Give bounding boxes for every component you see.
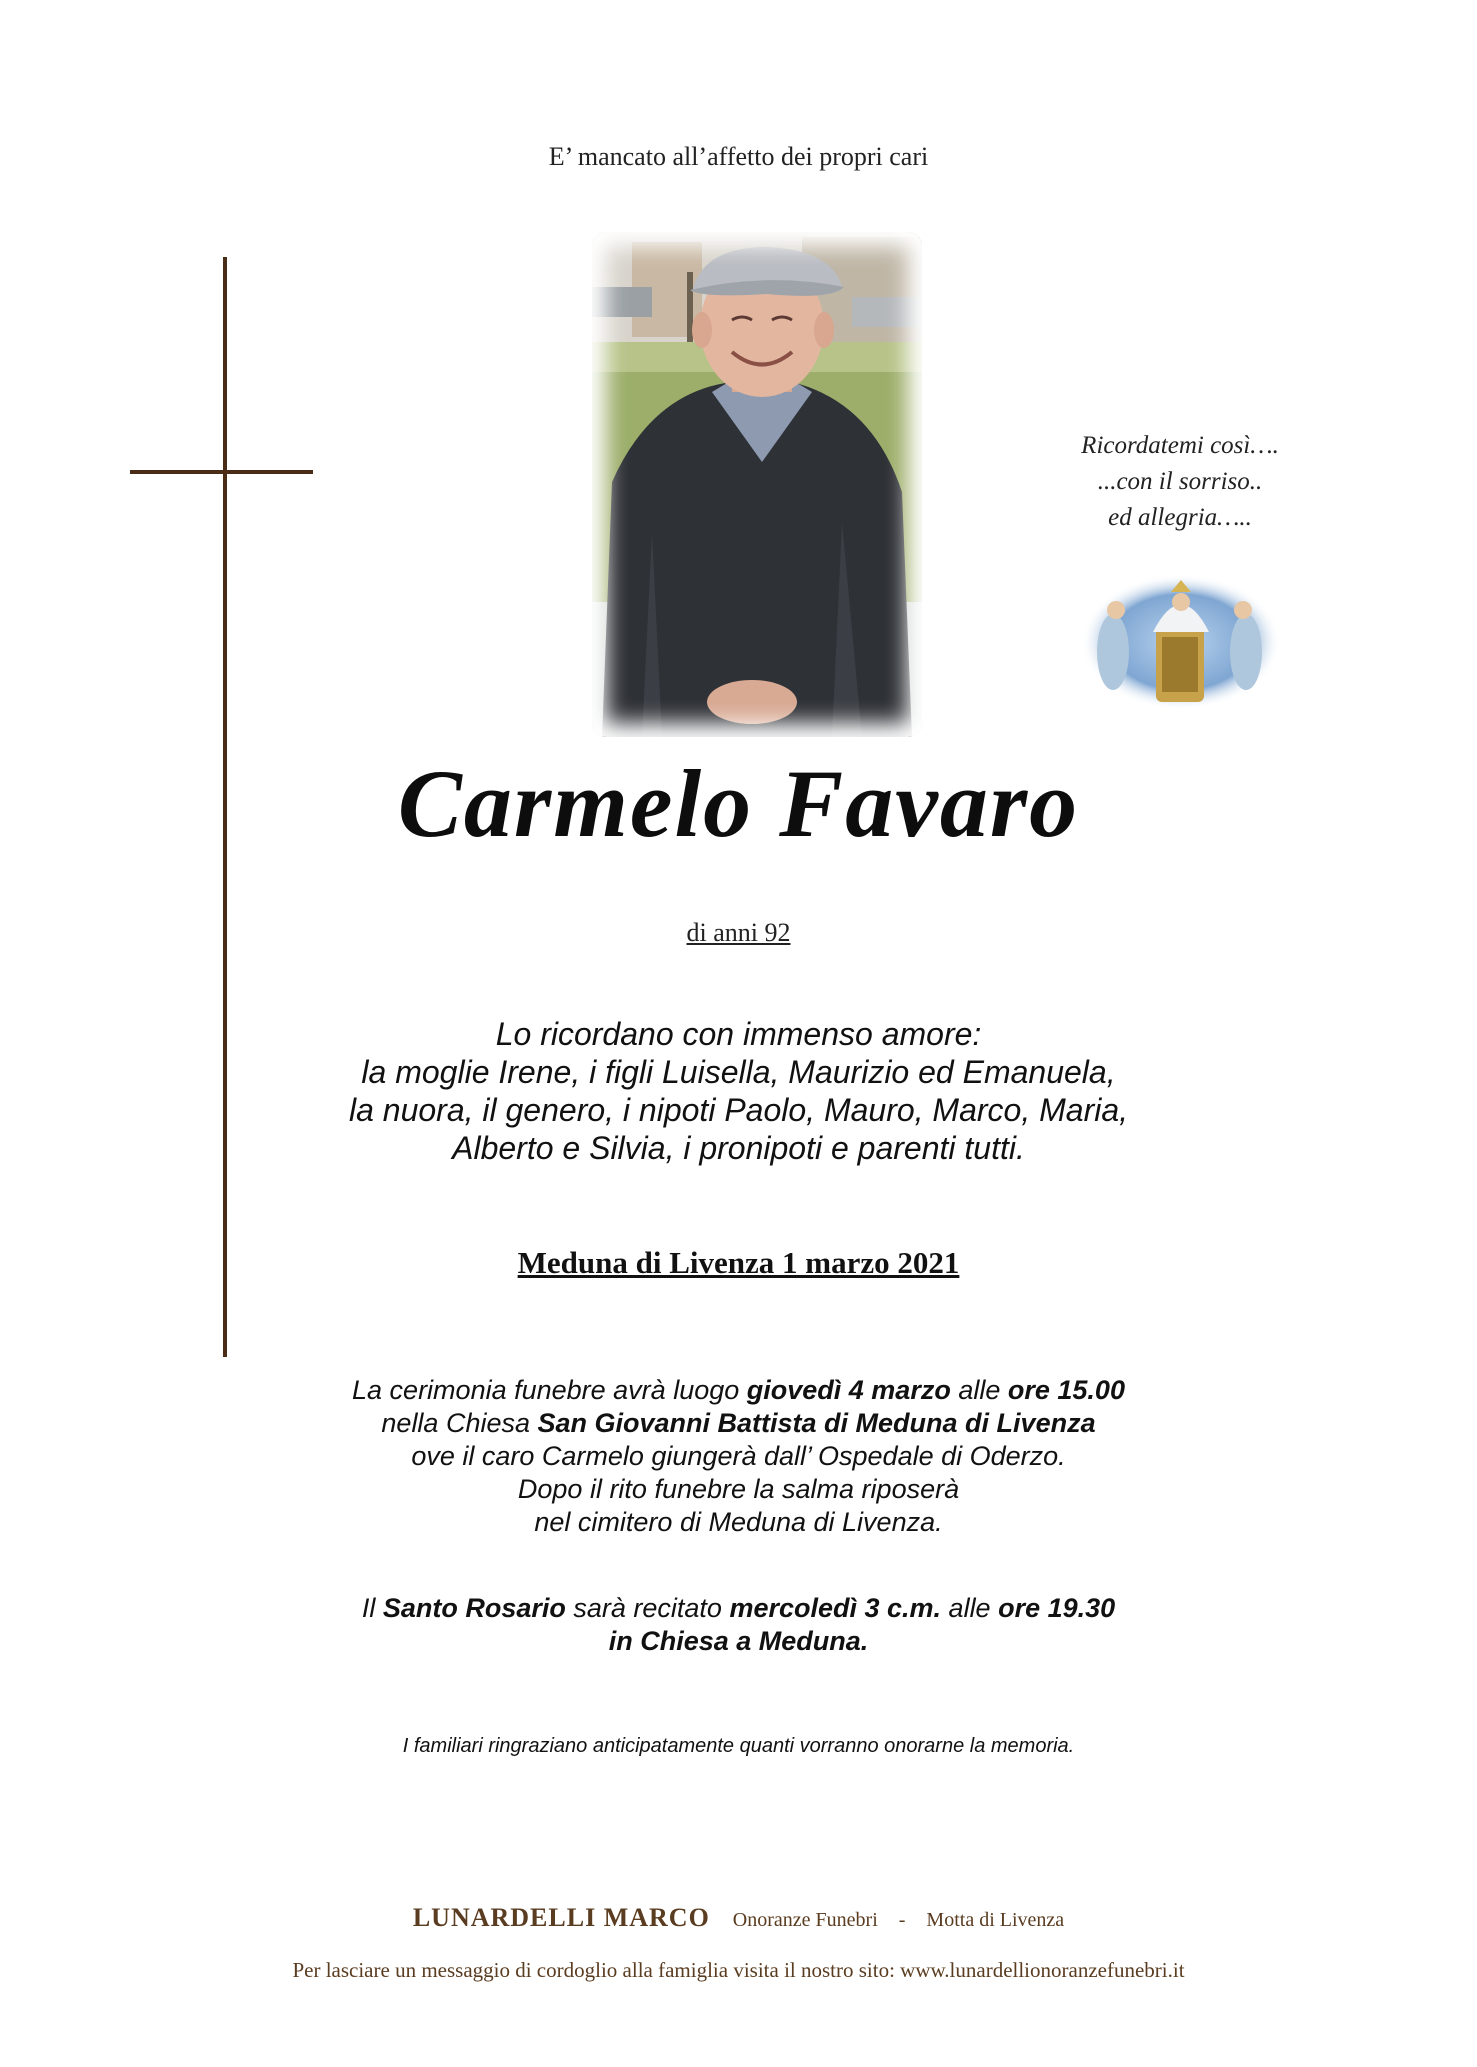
footer-company-name: LUNARDELLI MARCO [412, 1903, 710, 1932]
ceremony-block [0, 1374, 1477, 1539]
date-place-heading: Meduna di Livenza 1 marzo 2021 [517, 1245, 960, 1280]
ceremony-line-2: nella Chiesa San Giovanni Battista di Meduna di Livenza [381, 1408, 1096, 1438]
rosary-line-2: in Chiesa a Meduna. [608, 1626, 869, 1656]
mourners-line-2: la moglie Irene, i figli Luisella, Maurizio ed Emanuela, [361, 1054, 1116, 1090]
mourners-block [0, 1015, 1477, 1167]
age-text: di anni 92 [686, 918, 791, 947]
religious-image [1078, 572, 1284, 712]
deceased-name: Carmelo Favaro [397, 750, 1080, 857]
mourners-line-4: Alberto e Silvia, i pronipoti e parenti tutti. [452, 1130, 1025, 1166]
portrait-photo [592, 232, 922, 737]
mourners-line-3: la nuora, il genero, i nipoti Paolo, Mauro, Marco, Maria, [348, 1092, 1129, 1128]
rosary-line-1: Il Santo Rosario sarà recitato mercoledì 3 c.m. alle ore 19.30 [361, 1593, 1116, 1623]
footer-location: Motta di Livenza [926, 1909, 1065, 1931]
ceremony-line-4: Dopo il rito funebre la salma riposerà [517, 1474, 960, 1504]
quote-block [1020, 428, 1340, 536]
portrait-illustration [592, 232, 922, 737]
ceremony-line-1: La cerimonia funebre avrà luogo giovedì 4 marzo alle ore 15.00 [352, 1375, 1125, 1405]
quote-line-1: Ricordatemi così…. [1081, 432, 1279, 459]
quote-line-2: ...con il sorriso.. [1097, 468, 1263, 495]
thanks-text: I familiari ringraziano anticipatamente quanti vorranno onorarne la memoria. [402, 1735, 1075, 1757]
intro-text: E’ mancato all’affetto dei propri cari [548, 142, 929, 171]
quote-line-3: ed allegria….. [1108, 504, 1252, 531]
footer-separator: - [898, 1909, 906, 1931]
mourners-line-1: Lo ricordano con immenso amore: [495, 1016, 982, 1052]
ceremony-line-5: nel cimitero di Meduna di Livenza. [534, 1507, 943, 1537]
footer-message: Per lasciare un messaggio di cordoglio alla famiglia visita il nostro sito: www.lunardellionoranzefunebri.it [292, 1958, 1185, 1982]
cross-horizontal-bar [130, 470, 313, 474]
footer-service: Onoranze Funebri [732, 1909, 878, 1931]
footer-company-line [0, 1903, 1477, 1933]
rosary-block [0, 1592, 1477, 1658]
ceremony-line-3: ove il caro Carmelo giungerà dall’ Ospedale di Oderzo. [411, 1441, 1066, 1471]
